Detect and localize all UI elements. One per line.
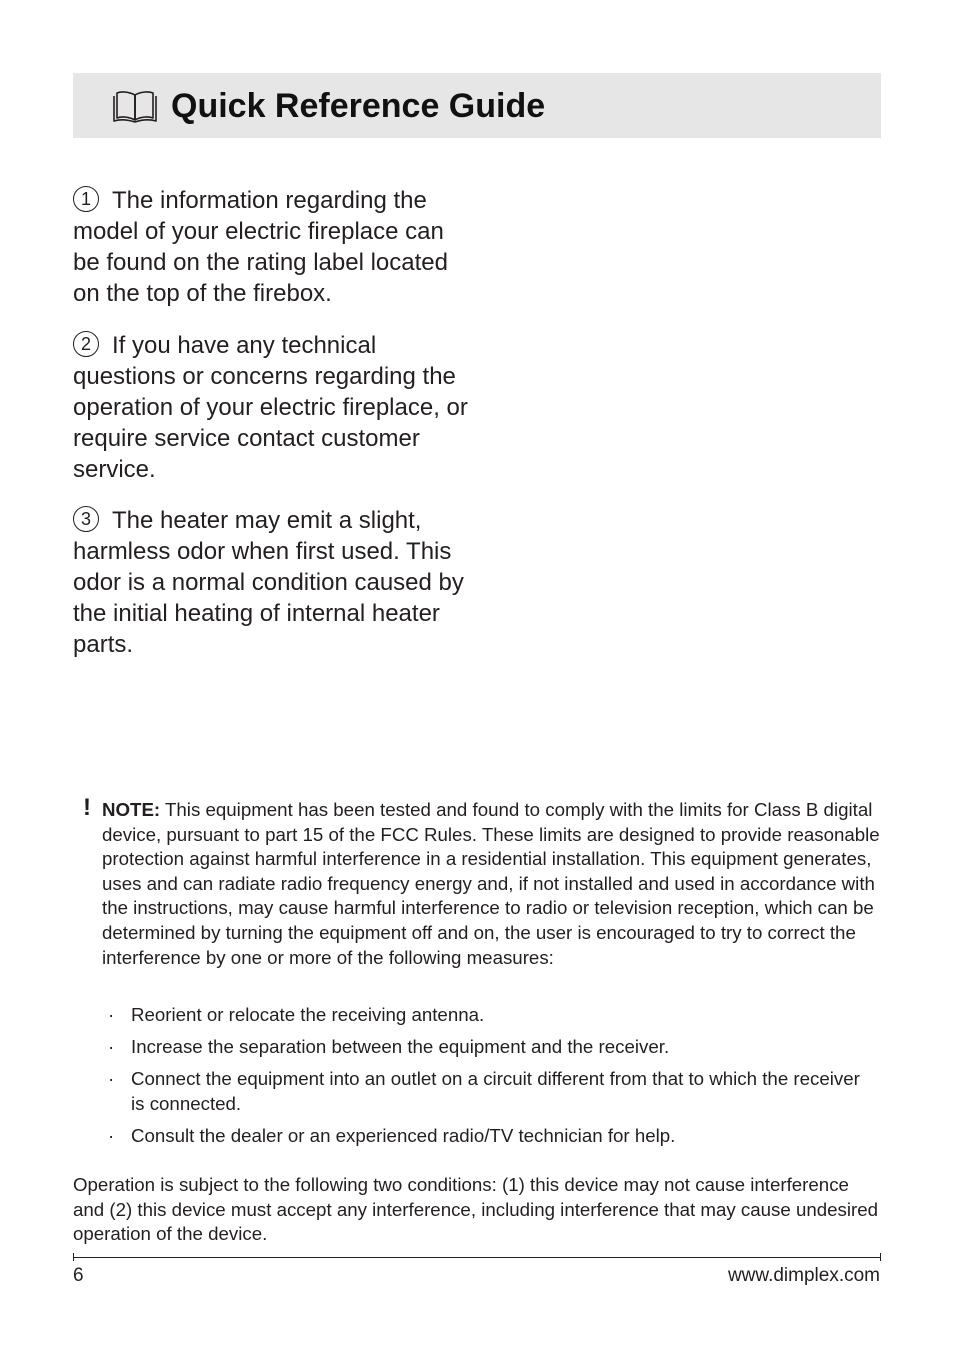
item-text: The heater may emit a slight, harmless odor when first used. This odor is a normal condition caused by the initial heating of internal heater parts. bbox=[73, 507, 464, 658]
reference-item bbox=[73, 505, 473, 660]
footer-divider-end bbox=[73, 1253, 74, 1261]
list-item: · Connect the equipment into an outlet on a circuit different from that to which the receiver is connected. bbox=[108, 1068, 860, 1114]
footer-website: www.dimplex.com bbox=[727, 1265, 880, 1286]
list-item: · Increase the separation between the equipment and the receiver. bbox=[108, 1035, 868, 1060]
section-header bbox=[73, 73, 881, 138]
bullet-icon: · bbox=[108, 1004, 115, 1025]
item-number-badge: 1 bbox=[73, 186, 99, 212]
bullet-icon: · bbox=[108, 1125, 115, 1147]
bullet-icon: · bbox=[108, 1068, 115, 1090]
warning-exclamation-icon: ! bbox=[83, 794, 91, 821]
reference-item bbox=[73, 185, 473, 309]
item-text: If you have any technical questions or concerns regarding the operation of your electric fireplace, or require service contact customer service. bbox=[73, 332, 468, 483]
open-book-icon bbox=[111, 89, 159, 123]
footer-divider bbox=[73, 1257, 881, 1258]
measures-list bbox=[108, 1003, 868, 1156]
note-label: NOTE: bbox=[102, 799, 161, 820]
list-item: · Consult the dealer or an experienced radio/TV technician for help. bbox=[108, 1124, 868, 1149]
reference-item bbox=[73, 330, 473, 485]
page-number: 6 bbox=[73, 1265, 84, 1286]
fcc-note bbox=[102, 798, 887, 970]
note-text: This equipment has been tested and found to comply with the limits for Class B digital device, pursuant to part 15 of the FCC Rules. These limits are designed to provide reasonable protection against harmful interference in a residential installation. This equipment generates, uses and can radiate radio frequency energy and, if not installed and used in accordance with the instructions, may cause harmful interference to radio or television reception, which can be determined by turning the equipment off and on, the user is encouraged to try to correct the interference by one or more of the following measures: bbox=[102, 799, 880, 968]
page-title: Quick Reference Guide bbox=[171, 87, 546, 125]
bullet-icon: · bbox=[108, 1036, 115, 1058]
list-item: · Reorient or relocate the receiving antenna. bbox=[108, 1003, 868, 1028]
footer-divider-end bbox=[880, 1253, 881, 1261]
operation-conditions-paragraph: Operation is subject to the following two conditions: (1) this device may not cause interference and (2) this device must accept any interference, including interference that may cause undesired operation of the device. bbox=[73, 1174, 879, 1245]
item-number-badge: 3 bbox=[73, 506, 99, 532]
item-text: The information regarding the model of your electric fireplace can be found on the rating label located on the top of the firebox. bbox=[73, 187, 448, 307]
item-number-badge: 2 bbox=[73, 331, 99, 357]
